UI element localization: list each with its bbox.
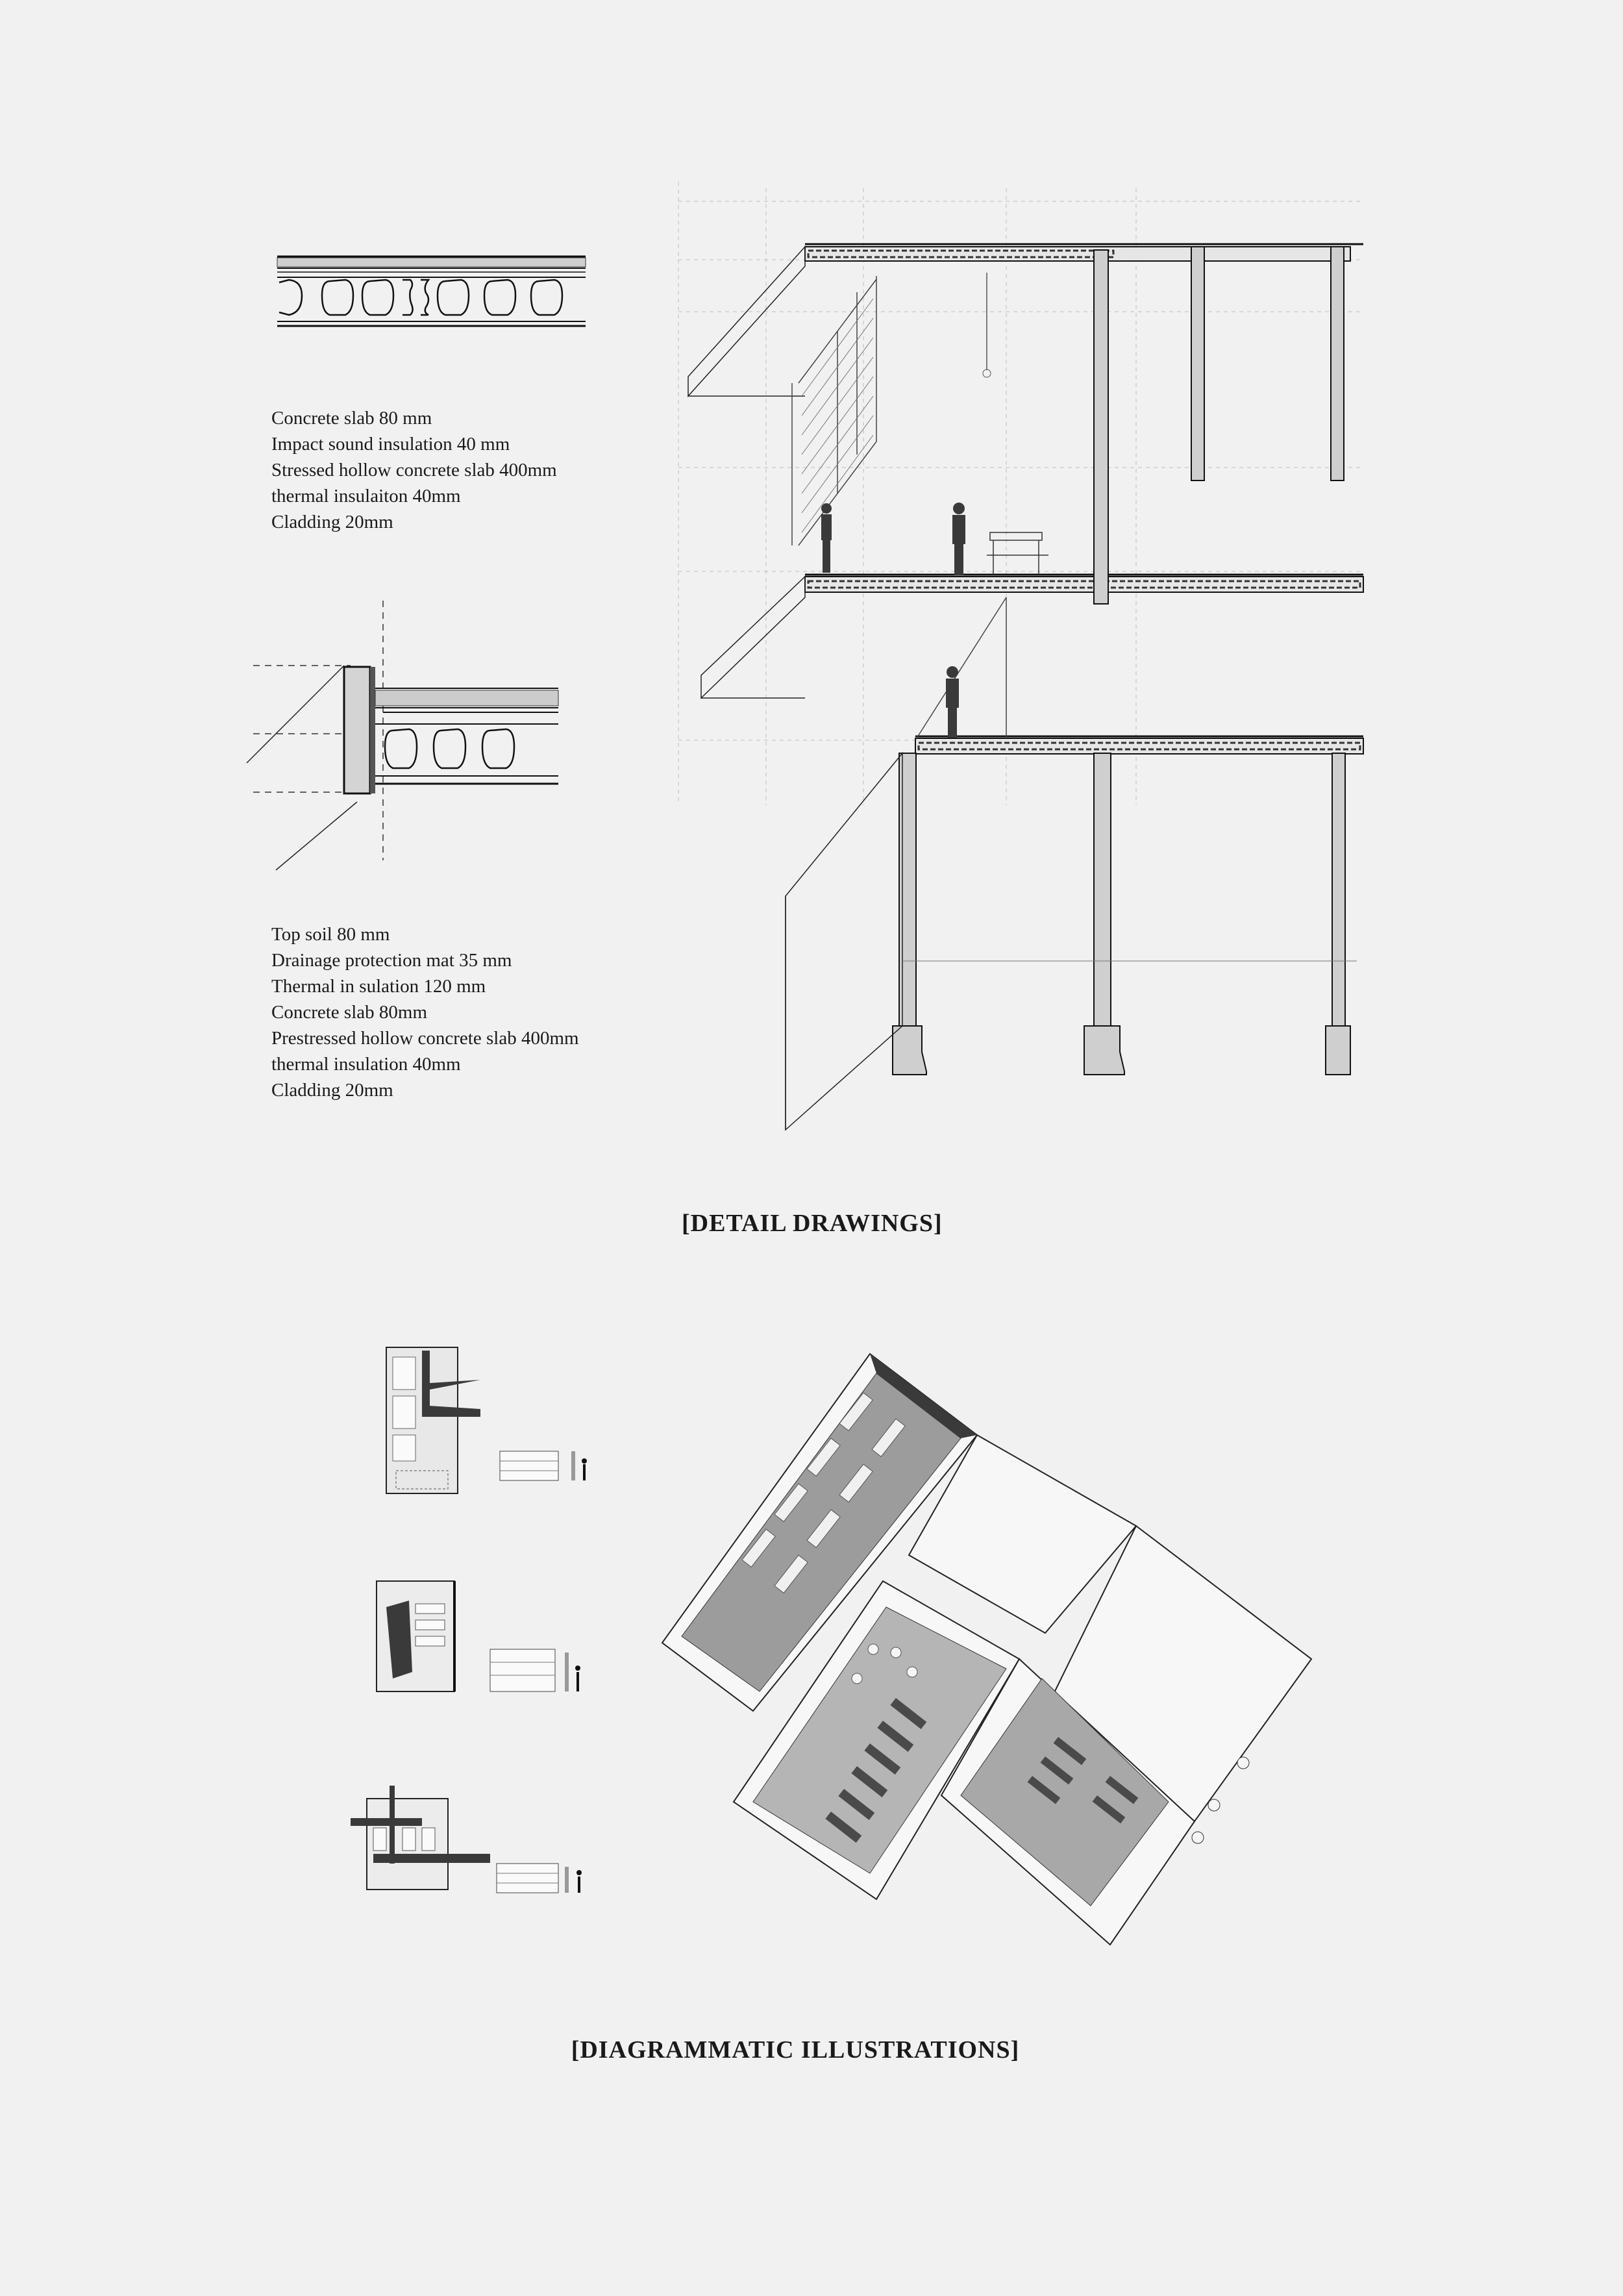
roof-spec-list bbox=[271, 405, 557, 535]
plan-diagram-2 bbox=[370, 1575, 591, 1717]
floor-spec-line: Cladding 20mm bbox=[271, 1080, 393, 1101]
roof-spec-line: Stressed hollow concrete slab 400mm bbox=[271, 460, 557, 480]
floor-spec-line: Concrete slab 80mm bbox=[271, 1002, 428, 1023]
section-perspective-drawing bbox=[669, 182, 1370, 1130]
slab-edge-detail bbox=[247, 601, 558, 873]
roof-spec-line: Concrete slab 80 mm bbox=[271, 408, 432, 429]
floor-spec-line: thermal insulation 40mm bbox=[271, 1054, 461, 1075]
roof-spec-line: thermal insulaiton 40mm bbox=[271, 486, 461, 506]
roof-spec-line: Cladding 20mm bbox=[271, 512, 393, 532]
floor-spec-line: Top soil 80 mm bbox=[271, 924, 390, 945]
axonometric-diagram bbox=[656, 1347, 1318, 2003]
floor-spec-line: Prestressed hollow concrete slab 400mm bbox=[271, 1028, 579, 1049]
floor-spec-line: Drainage protection mat 35 mm bbox=[271, 950, 512, 971]
roof-spec-line: Impact sound insulation 40 mm bbox=[271, 434, 510, 455]
diagrammatic-illustrations-heading: [DIAGRAMMATIC ILLUSTRATIONS] bbox=[571, 2036, 1020, 2064]
plan-diagram-1 bbox=[383, 1344, 597, 1500]
detail-drawings-heading: [DETAIL DRAWINGS] bbox=[682, 1210, 943, 1237]
floor-spec-line: Thermal in sulation 120 mm bbox=[271, 976, 486, 997]
plan-diagram-3 bbox=[351, 1773, 597, 1903]
floor-spec-list bbox=[271, 921, 579, 1103]
hollow-slab-detail bbox=[273, 250, 591, 347]
